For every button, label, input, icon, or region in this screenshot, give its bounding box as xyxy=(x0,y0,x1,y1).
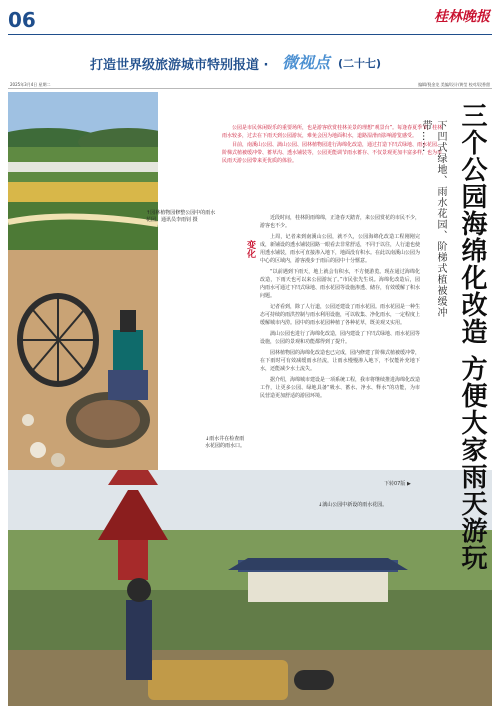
photo1-caption: ↑园林植物园修整公园中的雨水花园。通讯员李雨钊 摄 xyxy=(146,210,216,223)
lead-paragraph-1: 公园是市民休闲娱乐的重要场所，也是游客欣赏桂林美景的理想“观景台”。每逢春夏季节，桂林雨水较多，过去在下雨天到公园游玩，难免会因为地面积水，道路湿滑而影响游览感受。 xyxy=(222,125,443,139)
header-rule xyxy=(8,34,492,35)
editor-credits: 编辑/倪金龙 美编/设计/黄莹 校对/段香甜 xyxy=(418,82,490,87)
lead-paragraph-2: 目前，南溪山公园、漓山公园、园林植物园进行海绵化改造，通过打造下凹式绿地、雨水花园、阶梯式植被缓冲带、蓄草沟、透水铺装等，公园更能调节雨水蓄存、不仅景观更加丰富多样，也为市民雨天游公园带来更优质的体验。 xyxy=(222,142,443,164)
drain-grate-photo-icon xyxy=(8,250,158,480)
section-tag: 变化 xyxy=(245,240,255,258)
body-paragraph: 据介绍，海绵城市建设是一项系统工程，我市将继续推进海绵化改造工作，让更多公园、绿地具备“吸水、蓄水、净水、释水”的功能，为市民营造更加舒适的游园环境。 xyxy=(260,377,421,399)
dateline-rule xyxy=(8,88,492,89)
body-paragraph: 漓山公园也进行了海绵化改造，园内建设了下凹式绿地、雨水花园等设施，公园的景观和功能都得到了提升。 xyxy=(260,331,421,345)
body-paragraph: 园林植物园的海绵化改造也已完成，园内修建了阶梯式植被缓冲带，在下雨时可有效减缓雨水径流，让雨水慢慢渗入地下，不仅能补充地下水，还能减少水土流失。 xyxy=(260,350,421,372)
lead-text xyxy=(222,124,444,166)
body-paragraph: 记者看到，除了人行道，公园还建设了雨水花园。雨水花园是一种生态可持续的雨洪控制与雨水利用设施，可以收集、净化雨水，一定程度上缓解城市内涝。园中的雨水花园种植了各种花草，既美观又实用。 xyxy=(260,304,421,326)
page-number: 06 xyxy=(8,8,36,32)
series-subtitle: 微视点 xyxy=(282,53,331,72)
body-paragraph: “以前遇到下雨天，地上就会有积水，不方便游览。现在通过海绵化改造，下雨天也可以来公园游玩了。”市民张先生说。海绵化改造后，园内雨水可通过下凹式绿地、雨水花园等设施渗透、储存，有效缓解了积水问题。 xyxy=(260,269,421,299)
body-paragraph: 上周，记者来到南溪山公园，就不久，公园海绵化改造工程刚刚完成，新铺设的透水铺装园路一眼看去非常舒适，不同于以往，人行道也使用透水铺装，雨水可直接渗入地下，地面没有积水。在此以南溪山公园为中心的区域内，游客漫步于雨后的园中十分惬意。 xyxy=(260,234,421,264)
dateline: 2025年3月4日 星期二 xyxy=(10,82,51,87)
body-paragraph: 近段时间，桂林阴雨绵绵，正逢春天踏青，来公园赏花的市民不少，游客也不少。 xyxy=(260,215,421,229)
series-title: 打造世界级旅游城市特别报道 · xyxy=(90,58,269,73)
photo3-caption: ↓漓山公园中新设的雨水花园。 xyxy=(318,502,388,508)
series-number: (二十七) xyxy=(338,57,382,70)
article-body xyxy=(260,214,420,403)
park-pagoda-photo-icon xyxy=(8,470,492,706)
photo2-caption: ↓雨水井在检查雨水花园的雨水口。 xyxy=(205,436,246,449)
continued-on-page: 下转07版 ▶ xyxy=(384,481,411,487)
headline: 三个公园海绵化改造 方便大家雨天游玩 xyxy=(457,102,487,572)
newspaper-logo: 桂林晚报 xyxy=(434,9,490,25)
subheadline: 下凹式绿地、雨水花园、阶梯式植被缓冲带…… xyxy=(420,120,446,318)
